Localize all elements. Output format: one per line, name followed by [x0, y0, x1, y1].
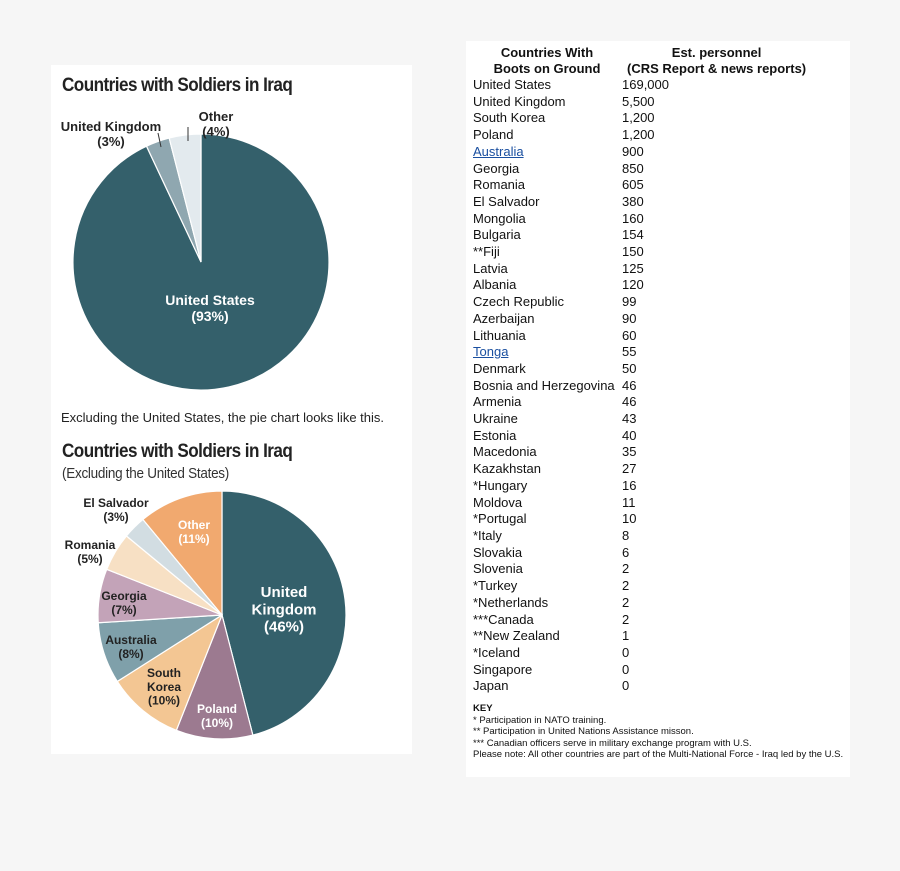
table-row	[473, 678, 806, 695]
personnel-cell: 90	[622, 310, 637, 326]
pie-charts-panel	[51, 65, 412, 754]
table-row	[473, 127, 806, 144]
country-cell: Slovenia	[473, 561, 523, 577]
country-column-header	[473, 45, 621, 77]
country-cell: South Korea	[473, 110, 546, 126]
personnel-cell: 5,500	[622, 93, 655, 109]
country-cell: Azerbaijan	[473, 310, 535, 326]
country-cell: ***Canada	[473, 611, 534, 627]
country-header-line2: Boots on Ground	[493, 61, 601, 76]
key-line-note: Please note: All other countries are part of the Multi-National Force - Iraq led by the U.S.	[473, 749, 844, 761]
pie2-chart	[51, 480, 412, 750]
country-cell: Albania	[473, 277, 517, 293]
table-row	[473, 645, 806, 662]
country-cell: *Iceland	[473, 644, 520, 660]
country-cell: *Italy	[473, 527, 502, 543]
country-cell: Singapore	[473, 661, 533, 677]
table-row	[473, 211, 806, 228]
country-cell: Ukraine	[473, 411, 518, 427]
pie2-label-australia: Australia (8%)	[105, 633, 157, 661]
table-row	[473, 244, 806, 261]
pie2-title: Countries with Soldiers in Iraq	[62, 441, 293, 462]
country-cell: *Turkey	[473, 578, 518, 594]
personnel-cell: 2	[622, 578, 630, 594]
table-row	[473, 495, 806, 512]
personnel-cell: 2	[622, 561, 630, 577]
personnel-cell: 2	[622, 611, 630, 627]
table-row	[473, 528, 806, 545]
personnel-cell: 605	[622, 177, 644, 193]
country-cell: Denmark	[473, 360, 526, 376]
pie2-label-el-salvador: El Salvador (3%)	[83, 496, 149, 524]
country-cell: El Salvador	[473, 193, 540, 209]
boots-table-panel	[466, 41, 850, 777]
table-body	[473, 77, 806, 695]
table-row	[473, 361, 806, 378]
country-cell: Moldova	[473, 494, 523, 510]
table-row	[473, 261, 806, 278]
country-cell: Latvia	[473, 260, 508, 276]
country-cell: *Hungary	[473, 477, 528, 493]
country-cell: *Netherlands	[473, 594, 549, 610]
table-row	[473, 461, 806, 478]
country-cell: Mongolia	[473, 210, 526, 226]
personnel-cell: 1,200	[622, 110, 655, 126]
key-line-un: ** Participation in United Nations Assistance misson.	[473, 726, 694, 738]
country-cell: Bulgaria	[473, 227, 521, 243]
table-row	[473, 161, 806, 178]
table-row	[473, 444, 806, 461]
personnel-cell: 55	[622, 344, 637, 360]
table-row	[473, 578, 806, 595]
country-cell[interactable]	[473, 344, 621, 361]
pie1-label-united-kingdom: United Kingdom (3%)	[60, 119, 162, 149]
table-row	[473, 394, 806, 411]
explanatory-text: Excluding the United States, the pie chart looks like this.	[61, 410, 385, 425]
table-header-row	[473, 45, 806, 77]
personnel-cell: 10	[622, 511, 637, 527]
personnel-cell: 125	[622, 260, 644, 276]
country-cell: Czech Republic	[473, 294, 565, 310]
personnel-cell: 0	[622, 661, 630, 677]
table-row	[473, 628, 806, 645]
pie2-label-south-korea: South Korea (10%)	[146, 666, 182, 708]
table-row	[473, 294, 806, 311]
table-row	[473, 545, 806, 562]
country-cell: **New Zealand	[473, 628, 560, 644]
personnel-header-line1: Est. personnel	[671, 45, 762, 60]
table-row	[473, 77, 806, 94]
personnel-cell: 160	[622, 210, 644, 226]
table-row	[473, 277, 806, 294]
boots-on-ground-table	[473, 45, 806, 695]
personnel-cell: 46	[622, 377, 637, 393]
pie2-label-united-kingdom: United Kingdom (46%)	[251, 584, 317, 636]
pie1-label-united-states: United States (93%)	[165, 292, 255, 325]
personnel-cell: 0	[622, 644, 630, 660]
country-cell: Romania	[473, 177, 526, 193]
country-cell: Georgia	[473, 160, 520, 176]
table-row	[473, 561, 806, 578]
key-line-nato: * Participation in NATO training.	[473, 714, 607, 726]
personnel-cell: 154	[622, 227, 644, 243]
country-cell[interactable]	[473, 144, 621, 161]
personnel-cell: 27	[622, 461, 637, 477]
country-cell: United States	[473, 77, 552, 92]
country-cell: United Kingdom	[473, 93, 566, 109]
personnel-column-header	[621, 45, 806, 77]
country-cell: Macedonia	[473, 444, 537, 460]
pie1-label-other: Other (4%)	[198, 109, 234, 139]
personnel-header-line2: (CRS Report & news reports)	[627, 61, 807, 76]
personnel-cell: 169,000	[622, 77, 669, 92]
table-row	[473, 344, 806, 361]
table-row	[473, 194, 806, 211]
personnel-cell: 0	[622, 678, 630, 694]
personnel-cell: 380	[622, 193, 644, 209]
personnel-cell: 50	[622, 360, 637, 376]
pie2-label-georgia: Georgia (7%)	[101, 589, 147, 617]
personnel-cell: 11	[622, 494, 636, 510]
personnel-cell: 120	[622, 277, 644, 293]
country-cell: **Fiji	[473, 244, 500, 260]
table-row	[473, 478, 806, 495]
country-cell: Kazakhstan	[473, 461, 541, 477]
pie1-chart	[51, 65, 412, 395]
table-row	[473, 144, 806, 161]
pie2-label-romania: Romania (5%)	[64, 538, 116, 566]
country-cell: Estonia	[473, 427, 517, 443]
table-row	[473, 612, 806, 629]
personnel-cell: 60	[622, 327, 637, 343]
personnel-cell: 1	[622, 628, 630, 644]
personnel-cell: 900	[622, 143, 644, 159]
personnel-cell: 2	[622, 594, 630, 610]
table-row	[473, 94, 806, 111]
table-row	[473, 428, 806, 445]
country-link[interactable]: Tonga	[473, 344, 509, 360]
table-row	[473, 177, 806, 194]
country-cell: Armenia	[473, 394, 522, 410]
pie1-title: Countries with Soldiers in Iraq	[62, 75, 293, 96]
country-cell: Poland	[473, 127, 514, 143]
personnel-cell: 16	[622, 477, 637, 493]
personnel-cell: 150	[622, 244, 644, 260]
table-row	[473, 378, 806, 395]
table-row	[473, 662, 806, 679]
country-cell: Japan	[473, 678, 509, 694]
pie2-subtitle: (Excluding the United States)	[62, 465, 230, 482]
table-row	[473, 595, 806, 612]
personnel-cell: 850	[622, 160, 644, 176]
table-row	[473, 411, 806, 428]
country-cell: Lithuania	[473, 327, 526, 343]
table-row	[473, 328, 806, 345]
table-row	[473, 511, 806, 528]
key-line-canada: *** Canadian officers serve in military exchange program with U.S.	[473, 737, 752, 749]
key-title: KEY	[473, 703, 493, 714]
personnel-cell: 40	[622, 427, 637, 443]
country-header-line1: Countries With	[500, 45, 594, 60]
personnel-cell: 1,200	[622, 127, 655, 143]
personnel-cell: 8	[622, 527, 630, 543]
key-legend	[473, 703, 845, 761]
country-link[interactable]: Australia	[473, 143, 524, 159]
table-row	[473, 311, 806, 328]
pie2-label-poland: Poland (10%)	[196, 702, 238, 730]
country-cell: *Portugal	[473, 511, 527, 527]
table-row	[473, 110, 806, 127]
personnel-cell: 99	[622, 294, 637, 310]
pie2-label-other: Other (11%)	[177, 518, 211, 546]
personnel-cell: 6	[622, 544, 630, 560]
table-row	[473, 227, 806, 244]
personnel-cell: 46	[622, 394, 637, 410]
country-cell: Bosnia and Herzegovina	[473, 377, 615, 393]
personnel-cell: 43	[622, 411, 637, 427]
country-cell: Slovakia	[473, 544, 523, 560]
personnel-cell: 35	[622, 444, 637, 460]
